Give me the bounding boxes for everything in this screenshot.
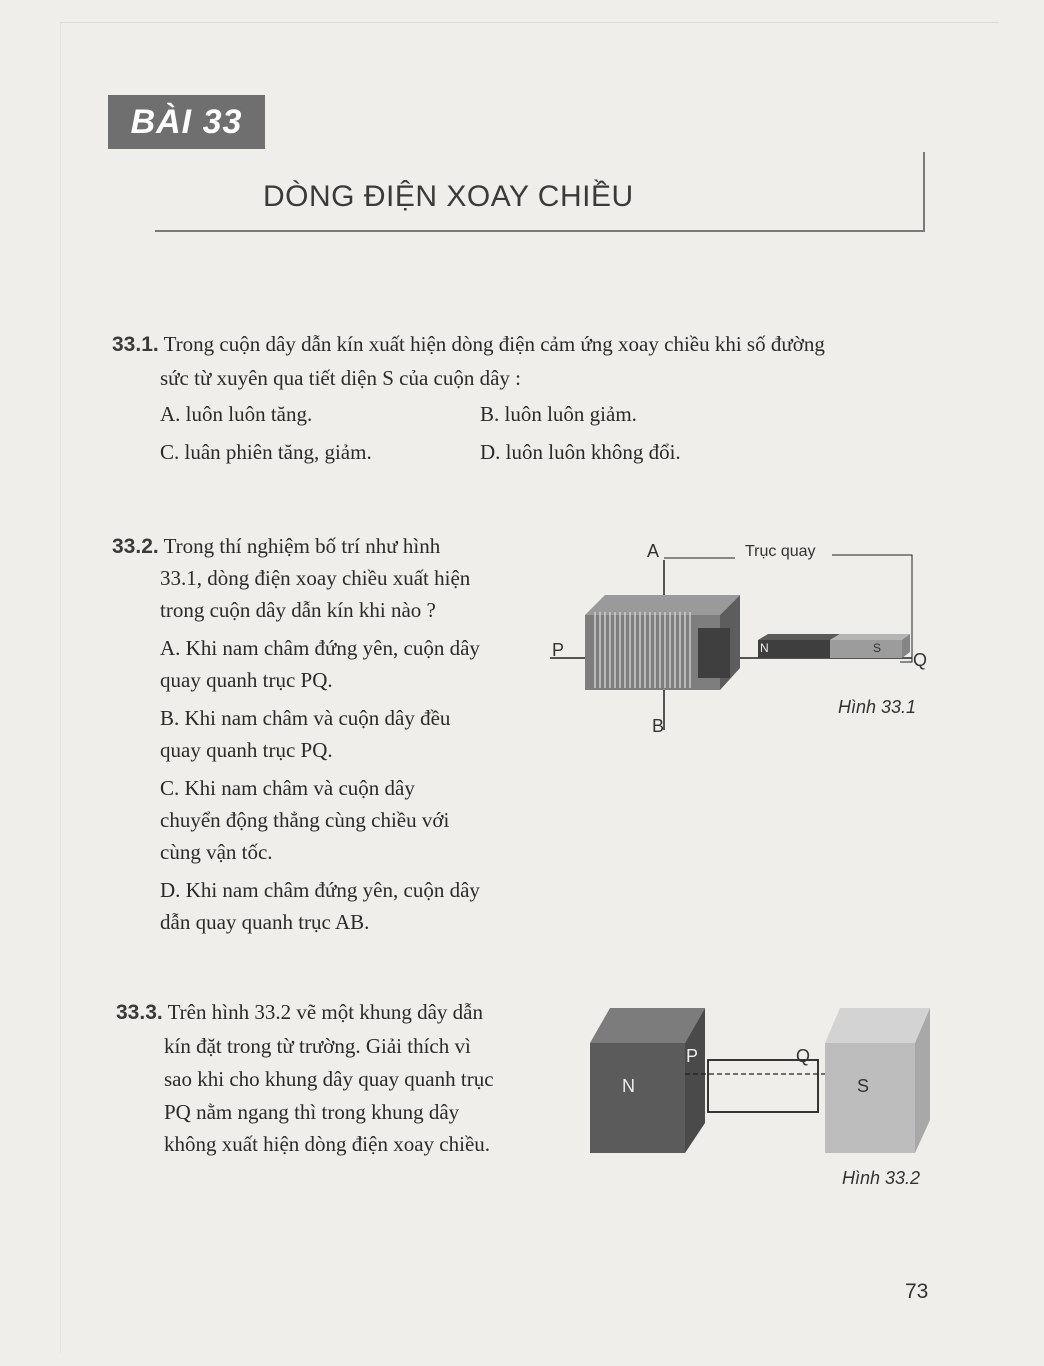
lesson-title: DÒNG ĐIỆN XOAY CHIỀU [263, 180, 634, 213]
fig1-label-b: B [652, 716, 665, 736]
fig2-caption: Hình 33.2 [842, 1168, 921, 1188]
fig1-caption: Hình 33.1 [838, 697, 917, 717]
q1-option-c: C. luân phiên tăng, giảm. [160, 440, 372, 464]
q3-line1 [116, 996, 483, 1029]
fig2-magnet-s: S [857, 1076, 870, 1096]
q2-option-b-2: quay quanh trục PQ. [160, 738, 333, 762]
fig2-label-q: Q [796, 1046, 811, 1066]
magnet-n [758, 640, 830, 658]
q2-option-d-1: D. Khi nam châm đứng yên, cuộn dây [160, 878, 480, 902]
coil-opening [698, 628, 730, 678]
q1-text-1: Trong cuộn dây dẫn kín xuất hiện dòng điện cảm ứng xoay chiều khi số đường [163, 332, 825, 356]
fig1-axis-label: Trục quay [745, 543, 816, 560]
q2-option-c-3: cùng vận tốc. [160, 840, 273, 864]
figure-33-2 [585, 1008, 945, 1158]
q1-line2: sức từ xuyên qua tiết diện S của cuộn dây : [160, 366, 522, 390]
fig1-magnet-n: N [760, 641, 769, 655]
q3-line3: sao khi cho khung dây quay quanh trục [164, 1067, 494, 1091]
q1-option-a: A. luôn luôn tăng. [160, 402, 313, 426]
fig2-magnet-n: N [622, 1076, 635, 1096]
fig1-label-a: A [647, 541, 660, 561]
q2-number: 33.2. [112, 535, 159, 558]
magnet-s-top [830, 634, 910, 640]
s-block-front [825, 1043, 915, 1153]
fig2-label-p: P [686, 1046, 699, 1066]
q2-text-1: Trong thí nghiệm bố trí như hình [163, 534, 441, 558]
q3-line4: PQ nằm ngang thì trong khung dây [164, 1100, 460, 1124]
q3-line5: không xuất hiện dòng điện xoay chiều. [164, 1132, 491, 1156]
q2-option-a-1: A. Khi nam châm đứng yên, cuộn dây [160, 636, 480, 660]
q1-option-b: B. luôn luôn giảm. [480, 402, 637, 426]
q2-option-a-2: quay quanh trục PQ. [160, 668, 333, 692]
n-block-front [590, 1043, 685, 1153]
q1-option-d: D. luôn luôn không đổi. [480, 440, 681, 464]
fig1-label-q: Q [913, 650, 928, 670]
q3-text-1: Trên hình 33.2 vẽ một khung dây dẫn [167, 1000, 483, 1024]
q3-number: 33.3. [116, 1001, 163, 1024]
page-number: 73 [905, 1280, 929, 1303]
magnet-s [830, 640, 902, 658]
q2-option-d-2: dẫn quay quanh trục AB. [160, 910, 370, 934]
q2-option-b-1: B. Khi nam châm và cuộn dây đều [160, 706, 451, 730]
q3-line2: kín đặt trong từ trường. Giải thích vì [164, 1034, 471, 1058]
lesson-badge: BÀI 33 [108, 95, 265, 149]
n-block-top [590, 1008, 705, 1043]
q2-option-c-2: chuyển động thẳng cùng chiều với [160, 808, 450, 832]
q2-line2: 33.1, dòng điện xoay chiều xuất hiện [160, 566, 471, 590]
q2-line1 [112, 530, 440, 563]
s-block-top [825, 1008, 930, 1043]
q2-line3: trong cuộn dây dẫn kín khi nào ? [160, 598, 436, 622]
fig1-magnet-s: S [873, 641, 882, 655]
fig1-label-p: P [552, 640, 565, 660]
wire-frame [708, 1060, 818, 1112]
q1-line1 [112, 328, 825, 361]
coil-top [585, 595, 740, 615]
magnet-n-top [758, 634, 840, 640]
q2-option-c-1: C. Khi nam châm và cuộn dây [160, 776, 415, 800]
q1-number: 33.1. [112, 333, 159, 356]
